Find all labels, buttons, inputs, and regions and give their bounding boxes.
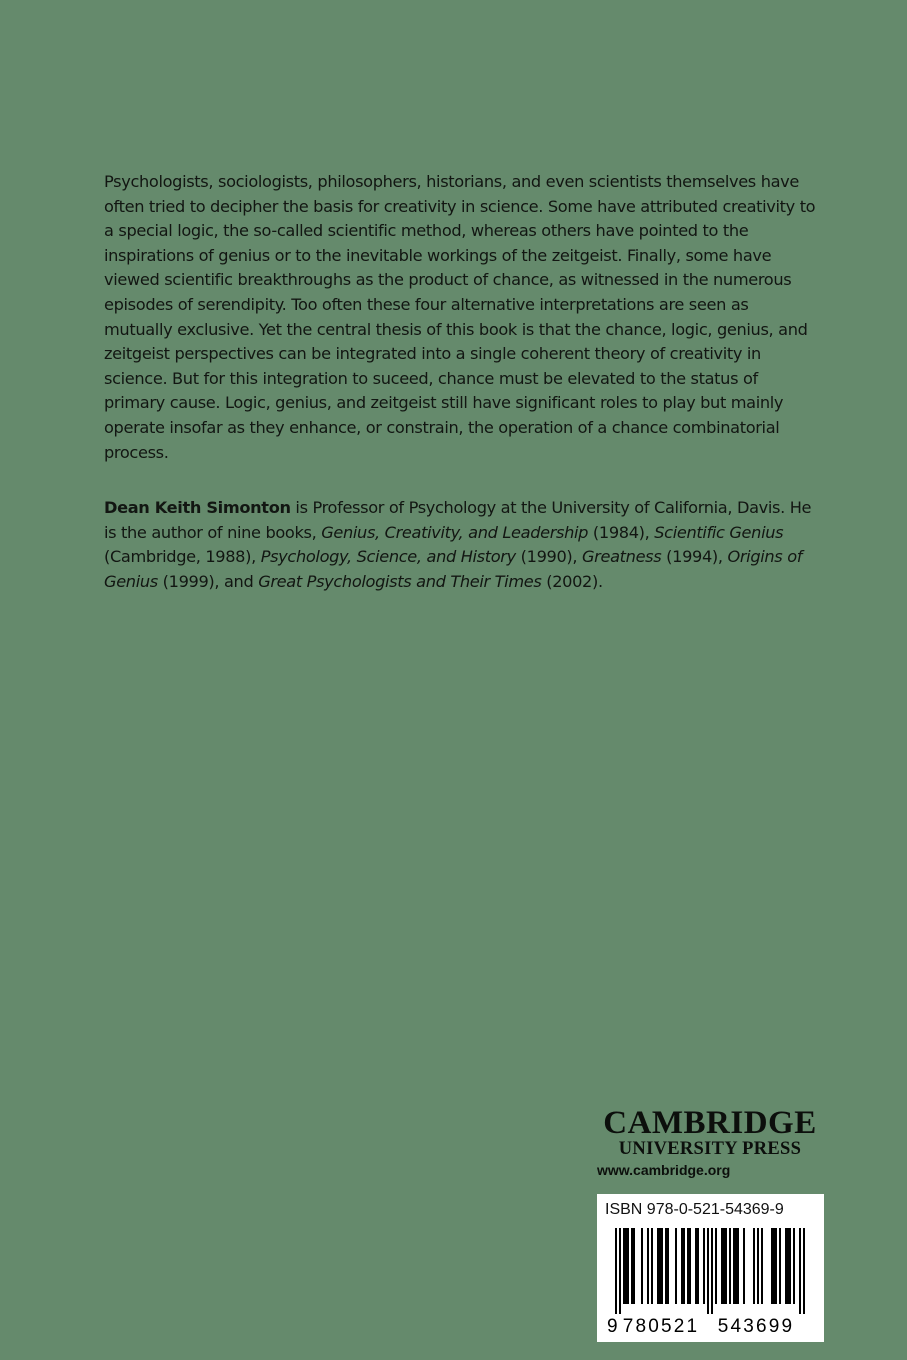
publisher-name: CAMBRIDGE: [603, 1105, 817, 1141]
book-description: Psychologists, sociologists, philosophers, historians, and even scientists themselves have often tried to decipher the basis for creativity in science. Some have attributed creativity to a special logic, the so-called scientific method, whereas others have pointed to the inspirations of genius or to the inevitable workings of the zeitgeist. Finally, some have viewed scientific breakthroughs as the product of chance, as witnessed in the numerous episodes of serendipity. Too often these four alternative interpretations are seen as mutually exclusive. Yet the central thesis of this book is that the chance, logic, genius, and zeitgeist perspectives can be integrated into a single coherent theory of creativity in science. But for this integration to suceed, chance must be elevated to the status of primary cause. Logic, genius, and zeitgeist still have significant roles to play but mainly operate insofar as they enhance, or constrain, the operation of a chance combinatorial process.: [104, 172, 816, 462]
barcode-bar: [757, 1228, 759, 1304]
barcode-bar: [793, 1228, 795, 1304]
barcode-bar: [703, 1228, 705, 1304]
barcode-bar: [665, 1228, 669, 1304]
barcode-bar: [743, 1228, 745, 1304]
book-title-4: Greatness: [581, 547, 662, 567]
barcode-bar: [651, 1228, 653, 1304]
barcode-bar: [615, 1228, 617, 1314]
barcode-bar: [619, 1228, 621, 1314]
barcode-digits-right: 543699: [717, 1316, 795, 1336]
publisher-url: www.cambridge.org: [597, 1162, 731, 1178]
barcode-bar: [687, 1228, 691, 1304]
author-bio: [104, 496, 820, 594]
barcode-bar: [623, 1228, 629, 1304]
barcode-bar: [715, 1228, 717, 1304]
barcode-bar: [695, 1228, 699, 1304]
barcode-first-digit: 9: [607, 1316, 618, 1336]
barcode-bar: [779, 1228, 781, 1304]
barcode-bar: [675, 1228, 677, 1304]
author-name: Dean Keith Simonton: [104, 498, 291, 517]
book-title-5: Origins of Genius: [104, 547, 803, 591]
bio-text-intro: is Professor of Psychology at the University of California, Davis. He is the author of nine books,: [104, 498, 812, 542]
barcode-bar: [799, 1228, 801, 1314]
barcode-bar: [641, 1228, 643, 1304]
barcode-bar: [771, 1228, 777, 1304]
barcode-bar: [753, 1228, 755, 1304]
barcode-bar: [681, 1228, 685, 1304]
bio-text-sep-2: (Cambridge, 1988),: [104, 547, 261, 567]
barcode-bar: [729, 1228, 731, 1304]
barcode-bar: [657, 1228, 663, 1304]
bio-text-sep-1: (1984),: [588, 522, 655, 542]
book-title-6: Great Psychologists and Their Times: [258, 571, 542, 591]
barcode-icon: [597, 1224, 824, 1336]
barcode-bar: [733, 1228, 739, 1304]
bio-text-sep-4: (1994),: [661, 547, 728, 567]
barcode-bar: [631, 1228, 635, 1304]
barcode-digits-left: 780521: [622, 1316, 700, 1336]
book-title-2: Scientific Genius: [654, 522, 784, 542]
barcode-bar: [785, 1228, 791, 1304]
barcode-bar: [761, 1228, 763, 1304]
barcode-bar: [721, 1228, 727, 1304]
book-title-1: Genius, Creativity, and Leadership: [321, 522, 589, 542]
publisher-subtitle: UNIVERSITY PRESS: [618, 1139, 802, 1159]
isbn-barcode-panel: [597, 1194, 824, 1342]
barcode-bar: [647, 1228, 649, 1304]
isbn-label: ISBN 978-0-521-54369-9: [605, 1201, 784, 1218]
book-title-3: Psychology, Science, and History: [260, 547, 516, 567]
barcode-bar: [707, 1228, 709, 1314]
bio-text-sep-6: (2002).: [541, 571, 603, 591]
bio-text-sep-5: (1999), and: [157, 571, 259, 591]
barcode-bar: [803, 1228, 805, 1314]
barcode-bar: [711, 1228, 713, 1314]
publisher-logo: [596, 1106, 824, 1180]
bio-text-sep-3: (1990),: [515, 547, 582, 567]
